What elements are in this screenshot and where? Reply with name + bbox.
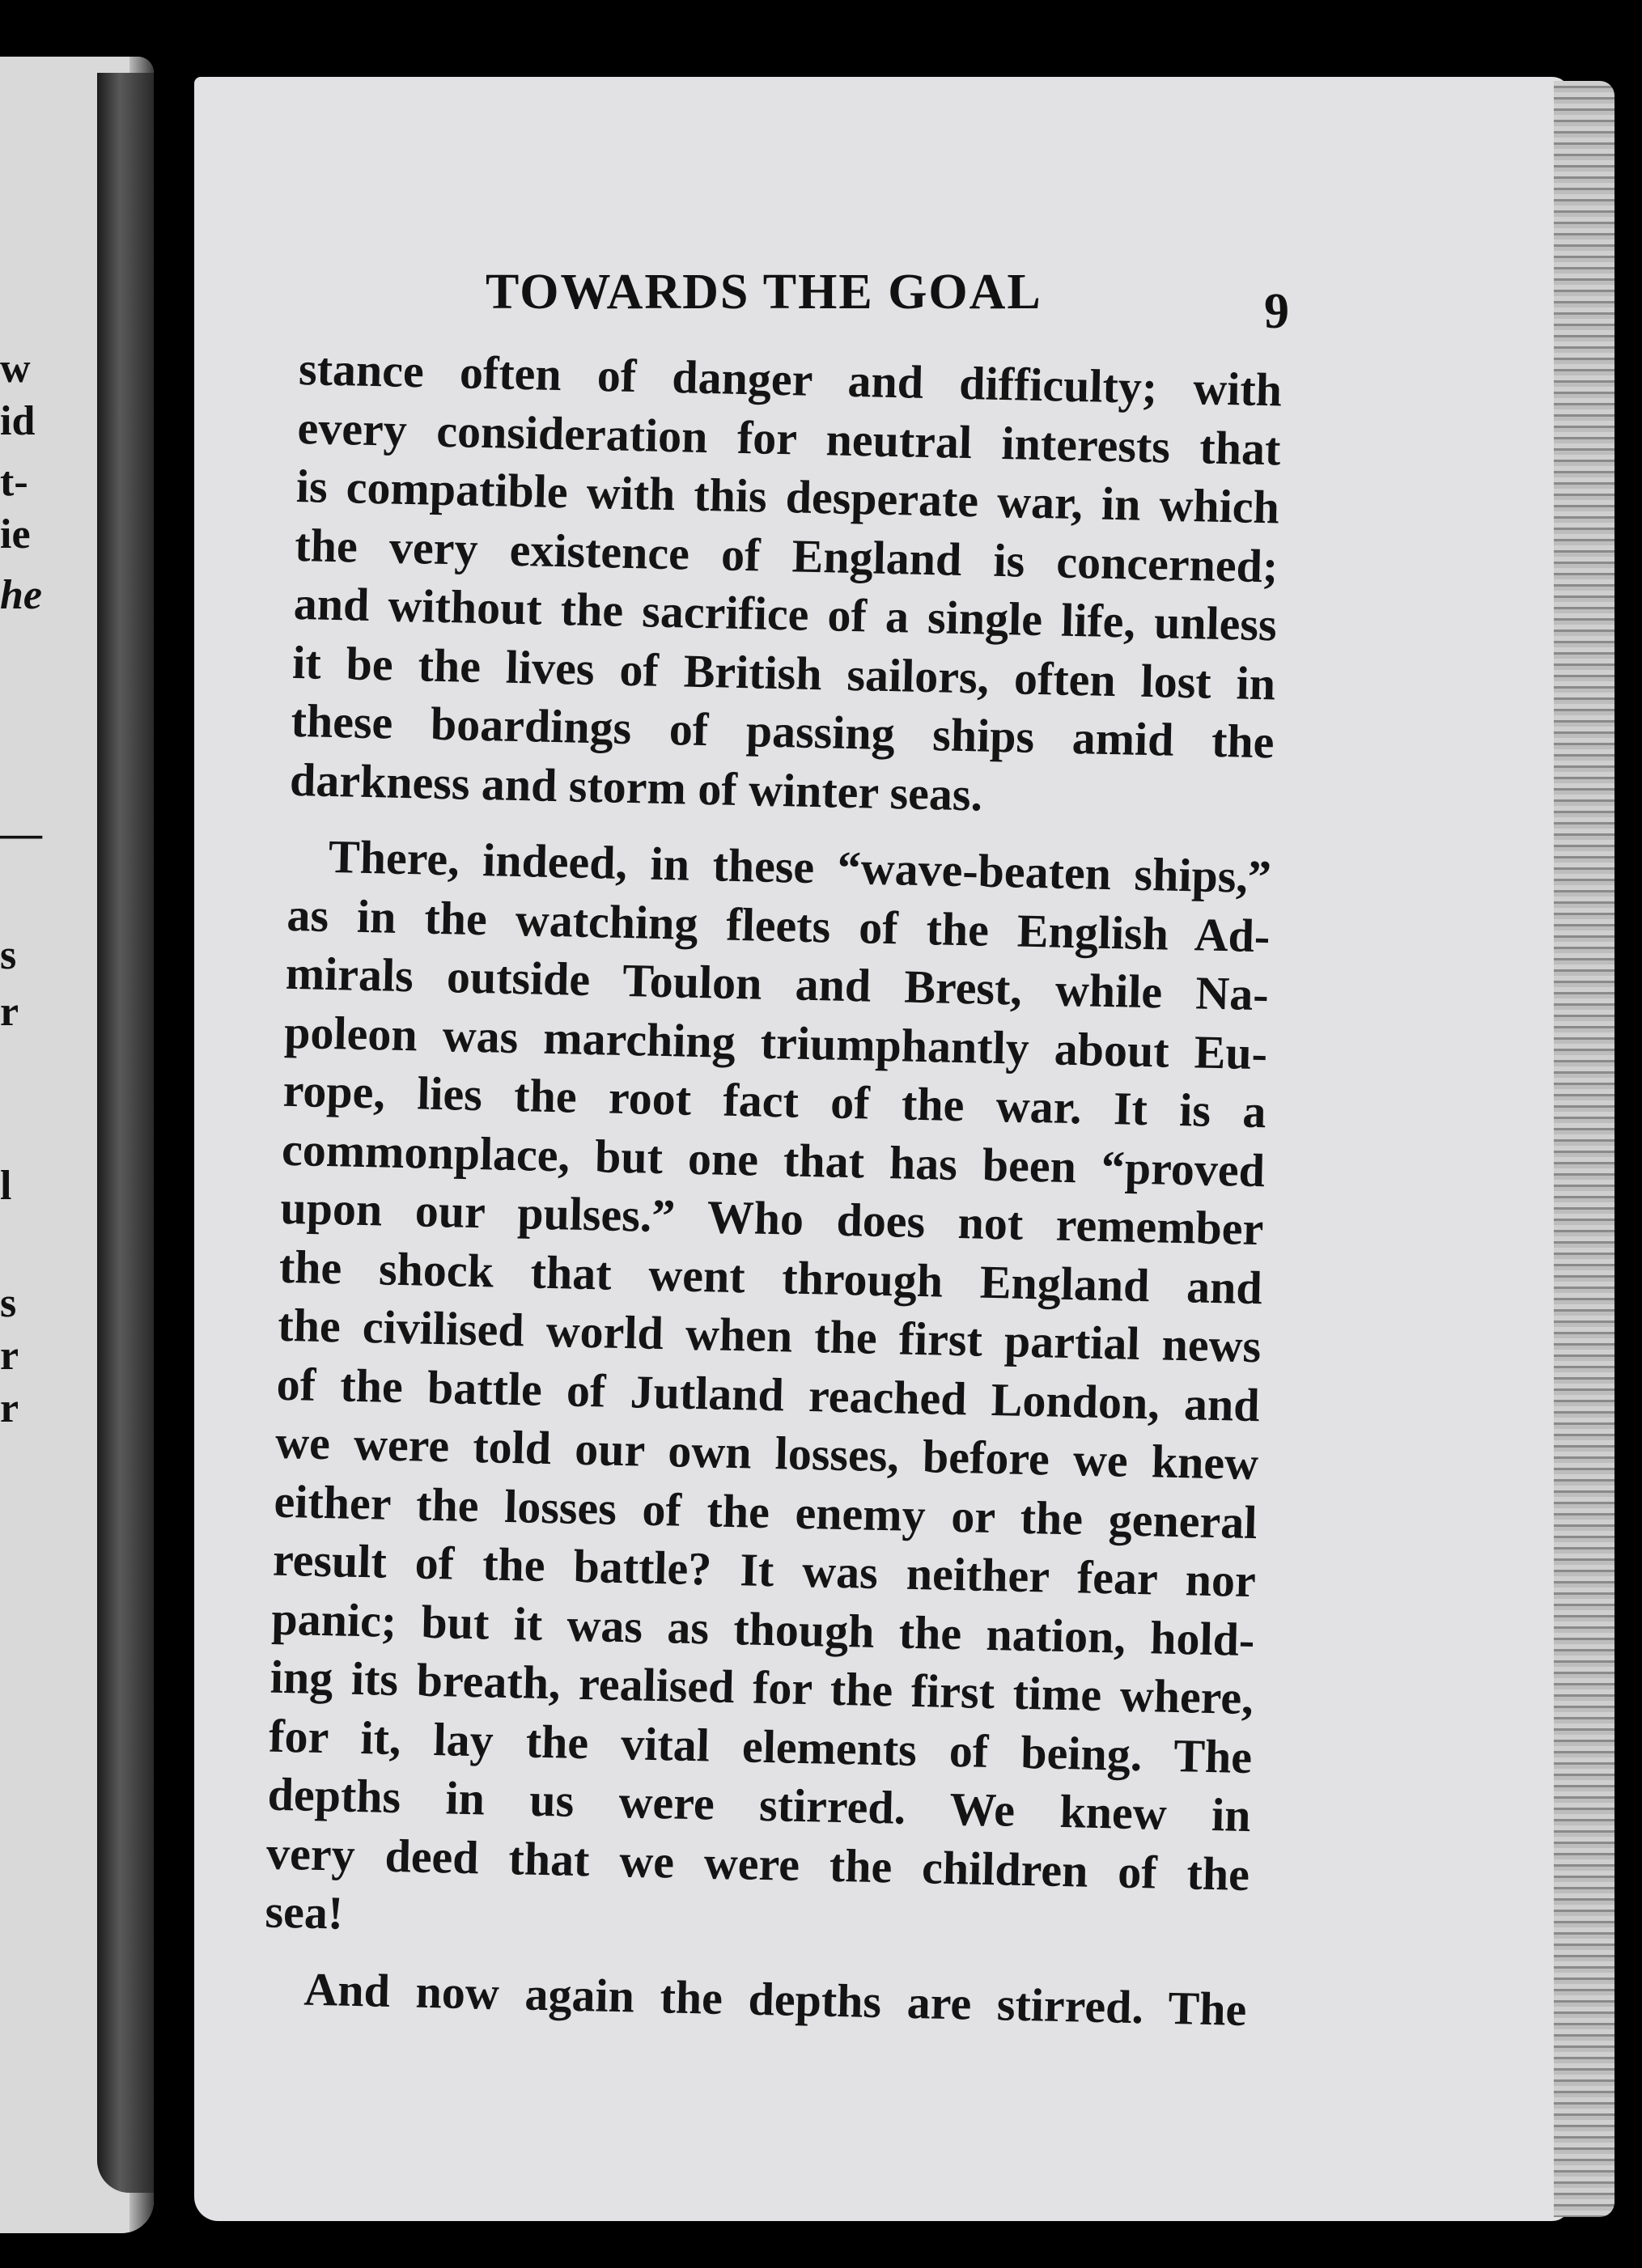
text-line: for it, lay the vital elements of being. The	[268, 1709, 1253, 1783]
text-line: the shock that went through England and	[278, 1240, 1263, 1314]
text-line: And now again the depths are stirred. The	[303, 1962, 1247, 2036]
text-line: the very existence of England is concerned;	[294, 518, 1279, 592]
text-line: rope, lies the root fact of the war. It is a	[282, 1063, 1267, 1138]
text-line: of the battle of Jutland reached London, and	[276, 1357, 1261, 1431]
book-spine-shadow	[97, 73, 154, 2193]
left-page-fragment: he	[0, 572, 42, 618]
body-text	[263, 340, 1283, 2039]
text-line: There, indeed, in these “wave-beaten ships,”	[328, 829, 1272, 904]
text-line: it be the lives of British sailors, often lost in	[291, 635, 1276, 710]
left-page-fragment: r	[0, 1385, 19, 1431]
text-line: stance often of danger and difficulty; with	[298, 341, 1283, 417]
left-page-fragment: s	[0, 1280, 17, 1326]
left-page-fragment: —	[0, 811, 42, 857]
left-page-fragment: t-	[0, 459, 28, 505]
text-line: very deed that we were the children of the	[265, 1826, 1250, 1901]
left-page-fragment: id	[0, 398, 36, 444]
page-edge-stack	[1554, 81, 1614, 2217]
text-line: ing its breath, realised for the first time where,	[269, 1650, 1254, 1725]
text-line: these boardings of passing ships amid the	[291, 693, 1275, 769]
text-line: every consideration for neutral interests that	[296, 401, 1282, 475]
text-line: is compatible with this desperate war, in which	[295, 459, 1280, 534]
left-page-fragment: s	[0, 932, 17, 978]
text-line: we were told our own losses, before we knew	[274, 1415, 1259, 1490]
left-page-fragment: r	[0, 1333, 19, 1379]
paragraph	[289, 340, 1282, 830]
text-line: mirals outside Toulon and Brest, while Na-	[285, 946, 1270, 1021]
text-line: panic; but it was as though the nation, hold-	[270, 1592, 1255, 1666]
left-page-fragment: l	[0, 1163, 12, 1209]
left-page-fragment: ie	[0, 511, 31, 557]
text-line: darkness and storm of winter seas.	[289, 752, 983, 821]
text-line: poleon was marching triumphantly about Eu-	[283, 1005, 1268, 1079]
text-line: commonplace, but one that has been “proved	[281, 1122, 1266, 1197]
text-line: either the losses of the enemy or the general	[273, 1474, 1258, 1549]
left-page-fragment: w	[0, 345, 31, 392]
text-line: and without the sacrifice of a single life, unless	[293, 576, 1278, 651]
text-line: the civilised world when the first partial news	[277, 1298, 1262, 1373]
left-page-fragment: r	[0, 989, 19, 1035]
text-line: result of the battle? It was neither fear nor	[272, 1532, 1257, 1608]
text-line: as in the watching fleets of the English Ad-	[286, 888, 1271, 962]
running-head: TOWARDS THE GOAL	[486, 265, 1042, 320]
text-line: upon our pulses.” Who does not remember	[279, 1181, 1265, 1256]
text-line: sea!	[264, 1884, 344, 1939]
page-number: 9	[1264, 284, 1289, 339]
text-line: depths in us were stirred. We knew in	[267, 1767, 1252, 1842]
paragraph	[265, 827, 1272, 1963]
